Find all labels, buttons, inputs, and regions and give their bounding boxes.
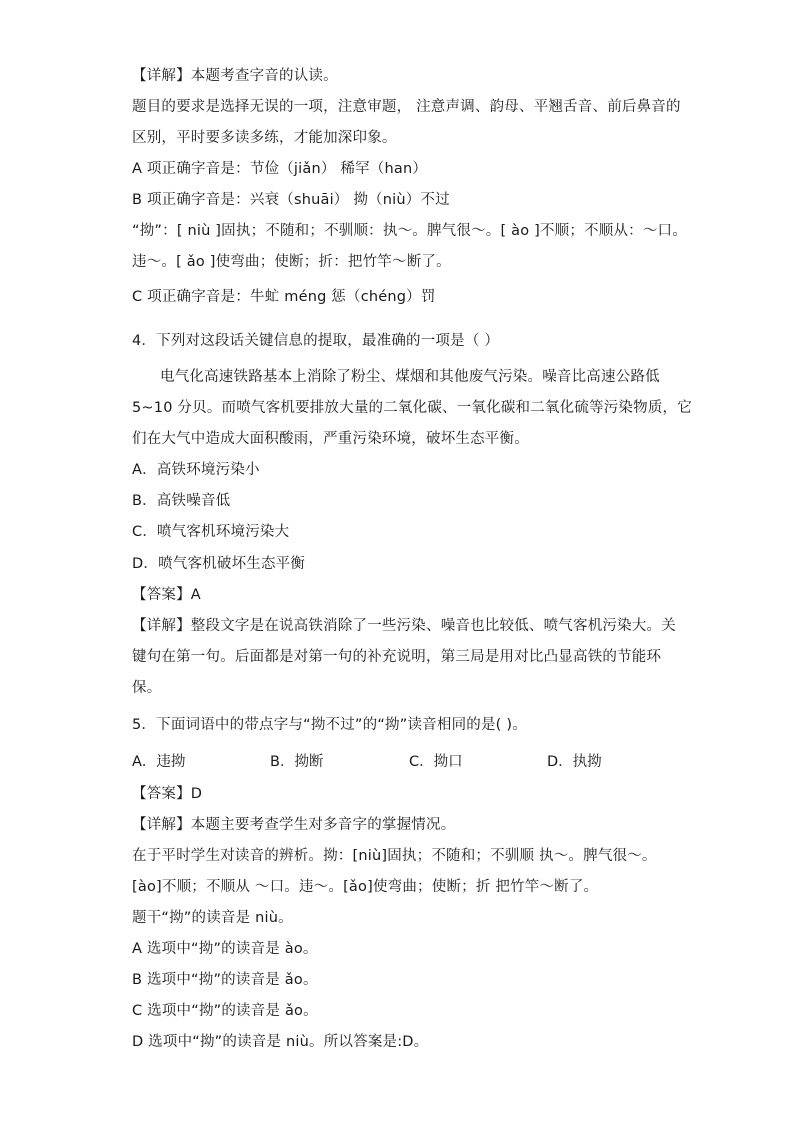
explanation-q4: 保。 (132, 680, 162, 696)
question-4-stem: 4．下列对这段话关键信息的提取，最准确的一项是（ ） (132, 333, 500, 349)
text-line: A 项正确字音是：节俭（jiǎn） 稀罕（han） (132, 161, 428, 177)
passage-line: 电气化高速铁路基本上消除了粉尘、煤烟和其他废气污染。噪音比高速公路低 (160, 369, 660, 385)
explanation-q5: B 选项中“拗”的读音是 ǎo。 (132, 972, 318, 988)
explanation-q4: 键句在第一句。后面都是对第一句的补充说明，第三局是用对比凸显高铁的节能环 (132, 649, 662, 665)
text-line: 违～。[ ǎo ]使弯曲；使断；折：把竹竿～断了。 (132, 254, 451, 270)
option-b: B．高铁噪音低 (132, 493, 231, 509)
text-line: B 项正确字音是：兴衰（shuāi） 拗（niù）不过 (132, 192, 450, 208)
explanation-q5: D 选项中“拗”的读音是 niù。所以答案是:D。 (132, 1034, 429, 1050)
passage-line: 们在大气中造成大面积酸雨，严重污染环境，破坏生态平衡。 (132, 431, 529, 447)
option-c: C．喷气客机环境污染大 (132, 524, 290, 540)
explanation-q5: 题干“拗”的读音是 niù。 (132, 910, 293, 926)
answer-q5: 【答案】D (132, 786, 203, 802)
text-line: 题目的要求是选择无误的一项，注意审题， 注意声调、韵母、平翘舌音、前后鼻音的 (132, 99, 681, 115)
explanation-q5: 在于平时学生对读音的辨析。拗：[niù]固执；不随和；不驯顺 执～。脾气很～。 (132, 848, 657, 864)
explanation-q5: A 选项中“拗”的读音是 ào。 (132, 941, 318, 957)
text-line: “拗”：[ niù ]固执；不随和；不驯顺：执～。脾气很～。[ ào ]不顺；不顺从：～口。 (132, 223, 687, 239)
q5-option-d: D．执拗 (547, 754, 602, 770)
explanation-q5: 【详解】本题主要考查学生对多音字的掌握情况。 (132, 817, 456, 833)
explanation-q4: 【详解】整段文字是在说高铁消除了一些污染、噪音也比较低、喷气客机污染大。关 (132, 618, 676, 634)
q5-option-a: A．违拗 (132, 754, 186, 770)
option-a: A．高铁环境污染小 (132, 462, 260, 478)
passage-line: 5~10 分贝。而喷气客机要排放大量的二氧化碳、一氧化碳和二氧化硫等污染物质，它 (132, 400, 692, 416)
explanation-q5: C 选项中“拗”的读音是 ǎo。 (132, 1003, 318, 1019)
q5-option-b: B．拗断 (270, 754, 324, 770)
text-line: 区别，平时要多读多练，才能加深印象。 (132, 130, 397, 146)
question-5-stem: 5．下面词语中的带点字与“拗不过”的“拗”读音相同的是( )。 (132, 717, 527, 733)
text-line: C 项正确字音是：牛虻 méng 惩（chéng）罚 (132, 289, 436, 305)
answer-q4: 【答案】A (132, 587, 201, 603)
q5-option-c: C．拗口 (409, 754, 463, 770)
explanation-heading-q3: 【详解】本题考查字音的认读。 (132, 68, 338, 84)
option-d: D．喷气客机破坏生态平衡 (132, 556, 306, 572)
explanation-q5: [ào]不顺；不顺从 ～口。违～。[ǎo]使弯曲；使断；折 把竹竿～断了。 (132, 879, 599, 895)
